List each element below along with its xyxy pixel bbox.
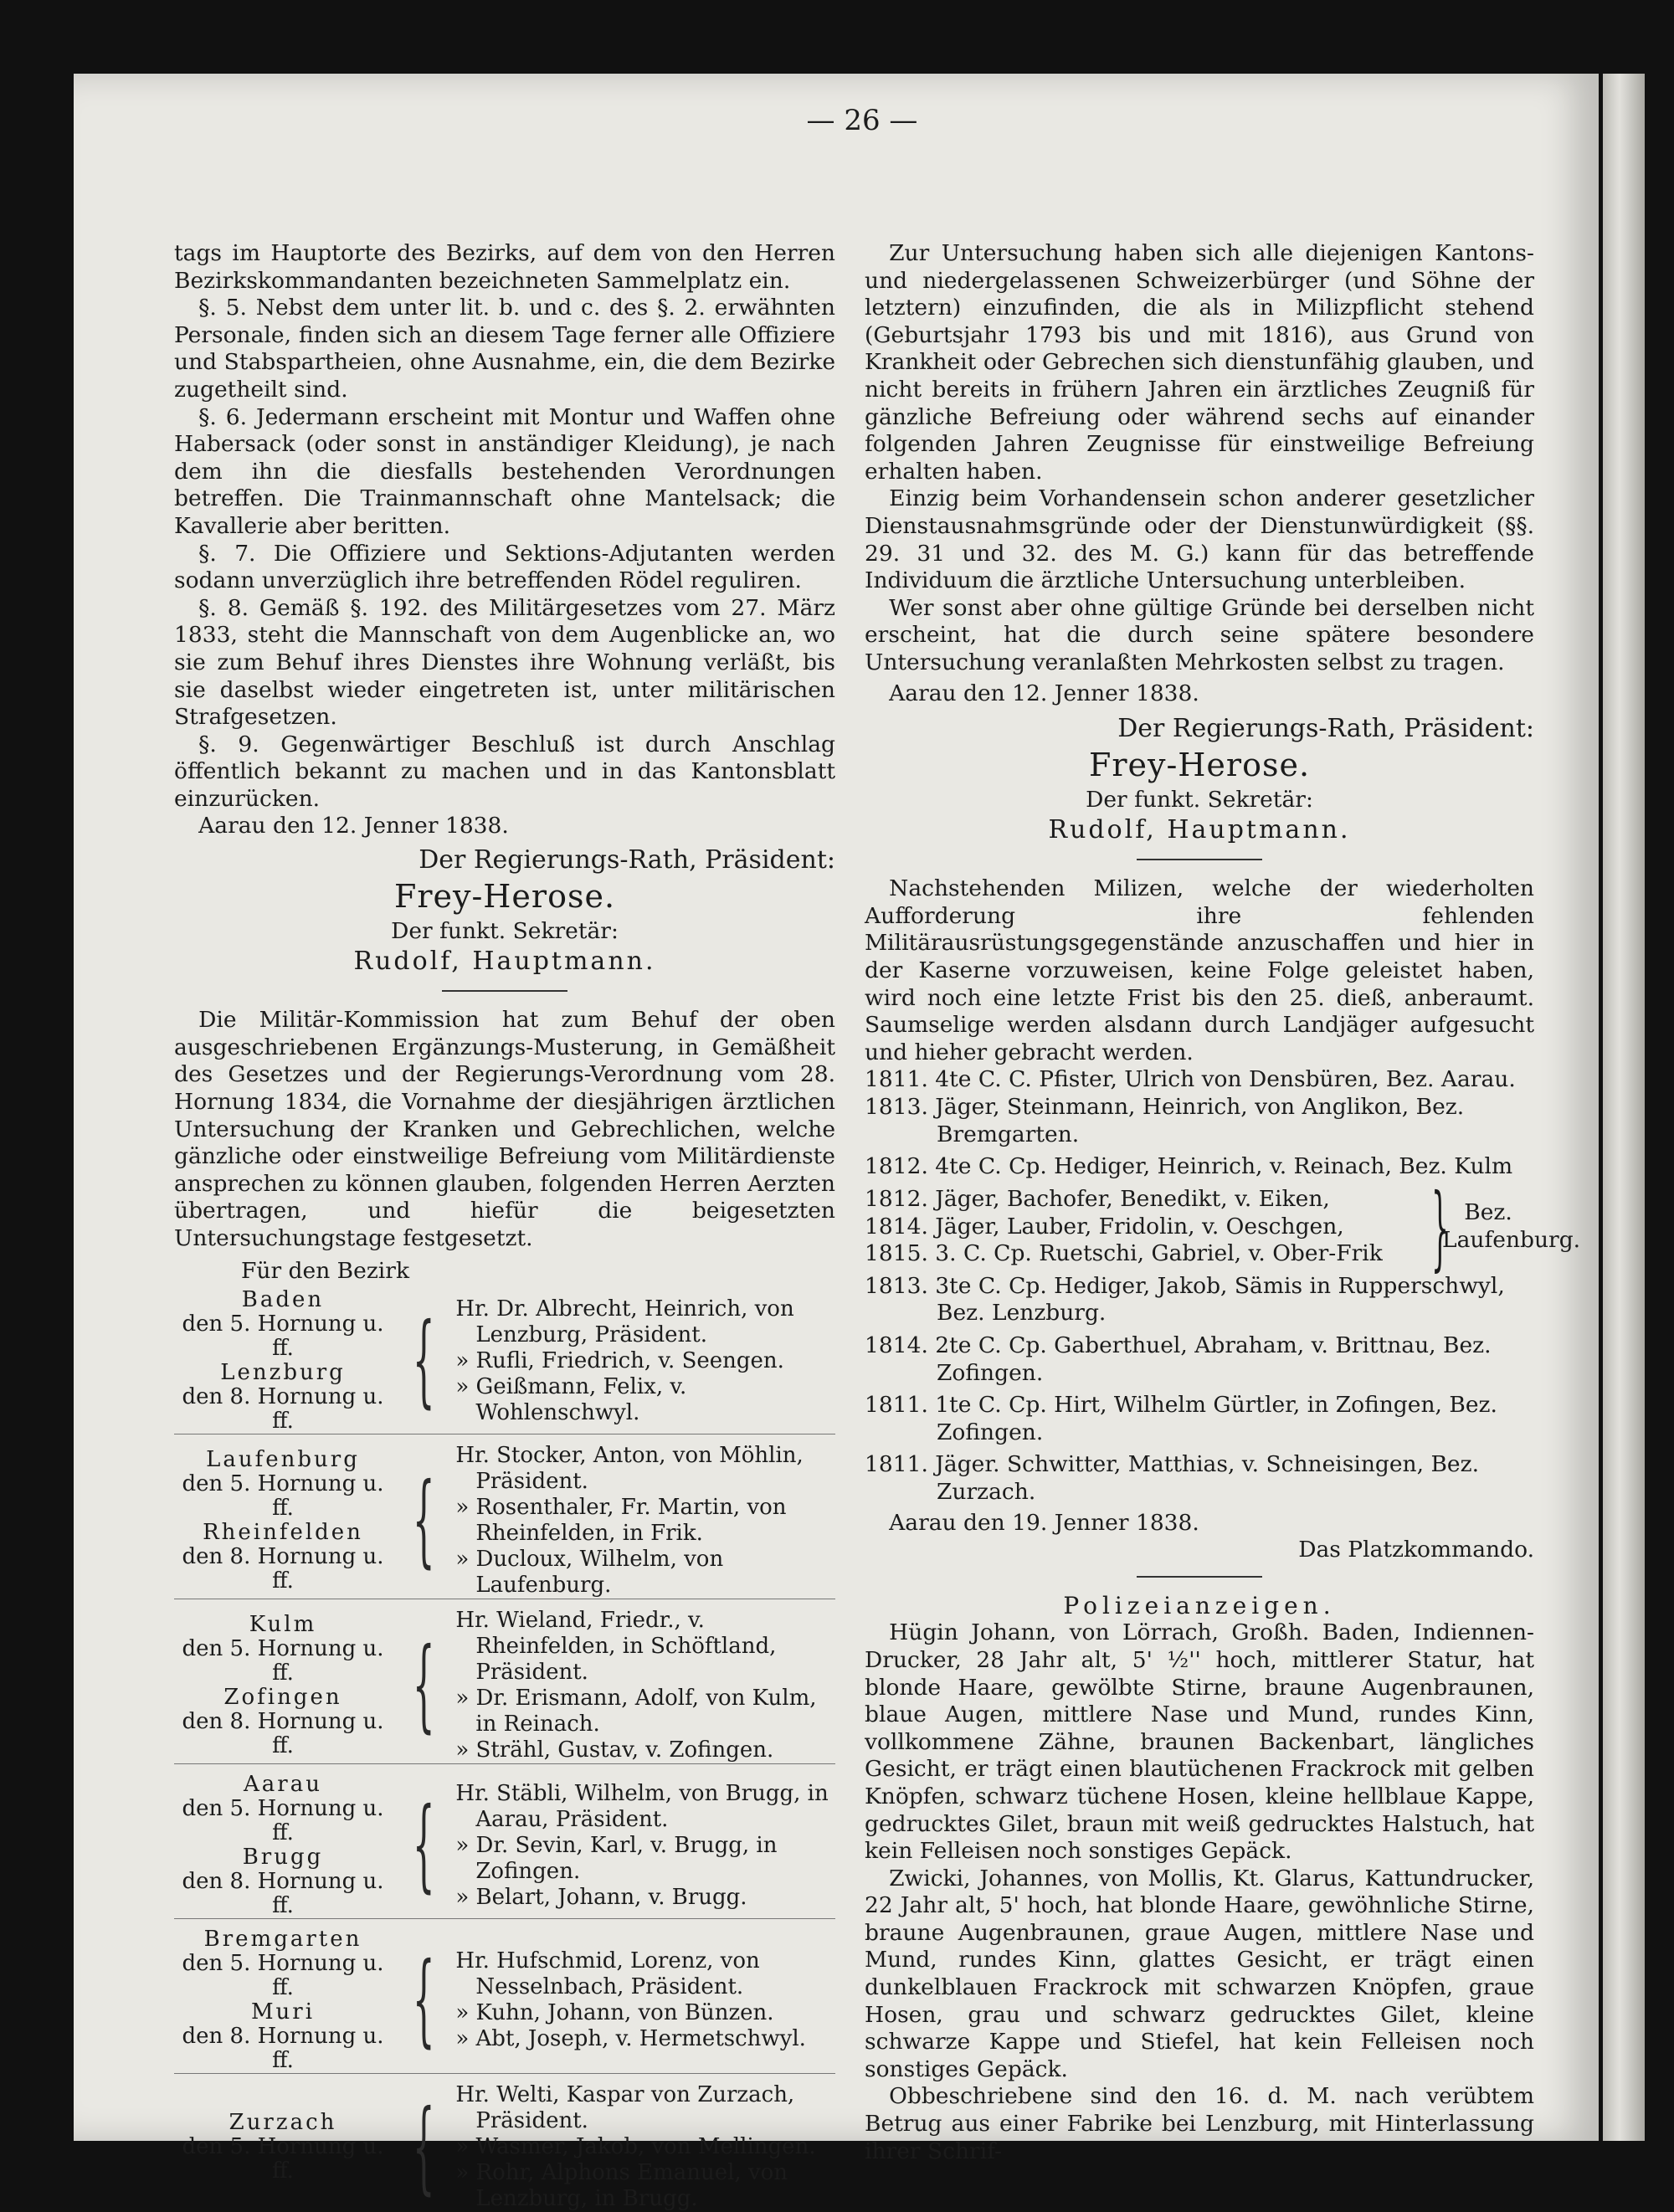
left-paragraph: §. 7. Die Offiziere und Sektions-Adjutanten werden sodann unverzüglich ihre betreffenden Rödel reguliren. (174, 540, 835, 594)
brace: { (412, 1942, 435, 2059)
militia-entry: 1815. 3. C. Cp. Ruetschi, Gabriel, v. Ober-Frik (865, 1240, 1383, 1267)
militia-entry: 1813. Jäger, Steinmann, Heinrich, von Anglikon, Bez. Bremgarten. (865, 1094, 1465, 1147)
district-date: den 8. Hornung u. ff. (182, 1869, 384, 1919)
district-row (174, 1288, 835, 1434)
left-date: Aarau den 12. Jenner 1838. (198, 813, 509, 839)
left-paragraph: tags im Hauptorte des Bezirks, auf dem von den Herren Bezirkskommandanten bezeichneten Sammelplatz ein. (174, 240, 835, 294)
left-secretary-title: Der funkt. Sekretär: (391, 917, 619, 944)
right-secretary-title: Der funkt. Sekretär: (1086, 786, 1313, 813)
right-column (865, 240, 1581, 2165)
divider-rule (1137, 1576, 1262, 1578)
table-header: Für den Bezirk (241, 1257, 410, 1284)
district-date: den 5. Hornung u. ff. (182, 1796, 384, 1846)
district-table (174, 1288, 835, 2212)
page-number: — 26 — (806, 104, 918, 137)
left-council-title: Der Regierungs-Rath, Präsident: (418, 845, 835, 875)
commission-text: Die Militär-Kommission hat zum Behuf der oben ausgeschriebenen Ergänzungs-Musterung, in Gemäßheit des Gesetzes und der Regierungs-Verordnung vom 28. Hornung 1834, die Vornahme der diesjährigen ärztlichen Untersuchung der Kranken und Gebrechlichen, welche gänzliche oder einstweilige Befreiung vom Militärdienste ansprechen zu können glauben, folgenden Herren Aerzten übertragen, und hiefür die beigesetzten Untersuchungstage festgesetzt. (174, 1007, 835, 1251)
district-row (174, 2074, 835, 2083)
district-date: den 8. Hornung u. ff. (182, 1384, 384, 1434)
right-paragraph: Einzig beim Vorhandensein schon anderer gesetzlicher Dienstausnahmsgründe oder der Dienstunwürdigkeit (§§. 29. 31 und 32. des M. G.) kann für das betreffende Individuum die ärztliche Untersuchung unterbleiben. (865, 485, 1534, 594)
police-notice: Zwicki, Johannes, von Mollis, Kt. Glarus, Kattundrucker, 22 Jahr alt, 5' hoch, hat blonde Haare, gewöhnliche Stirne, braune Augenbraunen, graue Augen, mittlere Nase und Mund, rundes Kinn, glattes Gesicht, er trägt einen dunkelblauen Frackrock mit schwarzen Knöpfen, graue Hosen, grau und schwarz gedrucktes Gilet, kleine schwarze Kappe und Stiefel, hat kein Felleisen noch sonstiges Gepäck. (865, 1865, 1534, 2082)
left-column (174, 240, 835, 2212)
militia-group-district: Bez. Laufenburg. (1442, 1199, 1581, 1253)
militia-text: Nachstehenden Milizen, welche der wiederholten Aufforderung ihre fehlenden Militärausrüstungsgegenstände anzuschaffen und hier in der Kaserne vorzuweisen, keine Folge geleistet haben, wird noch eine letzte Frist bis den 25. dieß, anberaumt. Saumselige werden alsdann durch Landjäger aufgesucht und hieher gebracht werden. (865, 875, 1534, 1065)
militia-group (865, 1173, 1581, 1280)
doctor-entry: » Geißmann, Felix, v. Wohlenschwyl. (455, 1373, 687, 1425)
militia-entry: 1814. 2te C. Cp. Gaberthuel, Abraham, v. Brittnau, Bez. Zofingen. (865, 1332, 1492, 1386)
militia-entry: 1812. Jäger, Bachofer, Benedikt, v. Eiken, (865, 1185, 1330, 1212)
doctor-entry: » Rufli, Friedrich, v. Seengen. (455, 1347, 784, 1373)
district-name: Laufenburg (206, 1447, 360, 1473)
doctor-entry: » Rohr, Alphons Emanuel, von Lenzburg, in Brugg. (455, 2160, 788, 2212)
district-name: Aarau (244, 1772, 322, 1798)
district-date: den 5. Hornung u. ff. (182, 1311, 384, 1362)
doctor-entry: » Dr. Erismann, Adolf, von Kulm, in Reinach. (455, 1686, 817, 1737)
left-paragraph: §. 9. Gegenwärtiger Beschluß ist durch Anschlag öffentlich bekannt zu machen und in das Kantonsblatt einzurücken. (174, 731, 835, 812)
doctor-entry: » Belart, Johann, v. Brugg. (455, 1884, 747, 1910)
right-secretary-name: Rudolf, Hauptmann. (1048, 815, 1351, 845)
district-name: Zofingen (223, 1685, 342, 1711)
district-name: Lenzburg (220, 1360, 346, 1386)
district-row (174, 1443, 835, 1599)
district-row (174, 1608, 835, 1764)
platzkommando: Das Platzkommando. (1298, 1537, 1534, 1563)
district-name: Rheinfelden (203, 1520, 363, 1546)
book-spine (1603, 74, 1645, 2141)
left-secretary-name: Rudolf, Hauptmann. (353, 947, 656, 977)
brace: { (412, 2088, 435, 2205)
doctor-entry: Hr. Stocker, Anton, von Möhlin, Präsident. (455, 1443, 804, 1495)
left-paragraph: §. 5. Nebst dem unter lit. b. und c. des §. 2. erwähnten Personale, finden sich an diesem Tage ferner alle Offiziere und Stabspartheien, ohne Ausnahme, ein, die dem Bezirke zugetheilt sind. (174, 295, 835, 403)
militia-entry: 1811. Jäger. Schwitter, Matthias, v. Schneisingen, Bez. Zurzach. (865, 1451, 1479, 1505)
doctor-entry: Hr. Dr. Albrecht, Heinrich, von Lenzburg, Präsident. (455, 1296, 794, 1347)
doctor-entry: Hr. Stäbli, Wilhelm, von Brugg, in Aarau, Präsident. (455, 1780, 829, 1832)
brace: { (412, 1787, 435, 1904)
militia-entry: 1811. 4te C. C. Pfister, Ulrich von Densbüren, Bez. Aarau. (865, 1066, 1516, 1093)
district-date: den 8. Hornung u. ff. (182, 1544, 384, 1594)
militia-entry: 1811. 1te C. Cp. Hirt, Wilhelm Gürtler, in Zofingen, Bez. Zofingen. (865, 1392, 1497, 1445)
district-row (174, 1773, 835, 1919)
district-date: den 5. Hornung u. ff. (182, 1951, 384, 2001)
doctor-entry: Hr. Wieland, Friedr., v. Rheinfelden, in Schöftland, Präsident. (455, 1608, 777, 1686)
right-council-title: Der Regierungs-Rath, Präsident: (1117, 714, 1534, 744)
left-president-name: Frey-Herose. (393, 877, 616, 915)
right-paragraph: Zur Untersuchung haben sich alle diejenigen Kantons- und niedergelassenen Schweizerbürger (und Söhne der letztern) einzufinden, die als in Milizpflicht stehend (Geburtsjahr 1793 bis und mit 1816), aus Grund von Krankheit oder Gebrechen sich dienstunfähig glauben, und nicht bereits in frühern Jahren ein ärztliches Zeugniß für gänzliche Befreiung oder während sechs auf einander folgenden Jahren Zeugnisse für einstweilige Befreiung erhalten haben. (865, 240, 1534, 485)
district-name: Kulm (249, 1612, 317, 1638)
right-paragraph: Wer sonst aber ohne gültige Gründe bei derselben nicht erscheint, hat die durch seine spätere besondere Untersuchung veranlaßten Mehrkosten selbst zu tragen. (865, 594, 1534, 675)
district-date: den 8. Hornung u. ff. (182, 2024, 384, 2074)
left-paragraph: §. 8. Gemäß §. 192. des Militärgesetzes vom 27. März 1833, steht die Mannschaft von dem Augenblicke an, wo sie zum Behuf ihres Dienstes ihre Wohnung verläßt, bis sie daselbst wieder eingetreten ist, unter militärischen Strafgesetzen. (174, 594, 835, 731)
district-name: Muri (250, 1999, 316, 2025)
doctor-entry: » Dr. Sevin, Karl, v. Brugg, in Zofingen. (455, 1832, 778, 1884)
brace: { (412, 1462, 435, 1579)
brace: { (412, 1302, 435, 1419)
doctor-entry: » Wasmer, Jakob, von Mellingen. (455, 2134, 816, 2160)
district-name: Brugg (242, 1845, 324, 1871)
police-notice: Obbeschriebene sind den 16. d. M. nach verübtem Betrug aus einer Fabrike bei Lenzburg, mit Hinterlassung ihrer Schrif- (865, 2083, 1534, 2164)
doctor-entry: » Kuhn, Johann, von Bünzen. (455, 2000, 774, 2026)
police-notice: Hügin Johann, von Lörrach, Großh. Baden, Indiennen-Drucker, 28 Jahr alt, 5' ½'' hoch, mittlerer Statur, hat blonde Haare, gewölbte Stirne, braune Augenbraunen, blaue Augen, mittlere Nase und Mund, rundes Kinn, vollkommene Zähne, braunen Backenbart, längliches Gesicht, er trägt einen blautüchenen Frackrock mit gelben Knöpfen, schwarz tüchene Hosen, kleine hellblaue Kappe, gedrucktes Gilet, braun mit weiß gedrucktes Halstuch, hat kein Felleisen noch sonstiges Gepäck. (865, 1619, 1534, 1865)
doctor-entry: » Rosenthaler, Fr. Martin, von Rheinfelden, in Frik. (455, 1495, 787, 1547)
left-paragraph: §. 6. Jedermann erscheint mit Montur und Waffen ohne Habersack (oder sonst in anständiger Kleidung), je nach dem ihn die diesfalls bestehenden Verordnungen betreffen. Die Trainmannschaft ohne Mantelsack; die Kavallerie aber beritten. (174, 403, 835, 539)
divider-rule (1137, 859, 1262, 860)
district-date: den 5. Hornung u. ff. (182, 1471, 384, 1522)
militia-entry: 1814. Jäger, Lauber, Fridolin, v. Oeschgen, (865, 1213, 1344, 1239)
district-row (174, 2082, 835, 2212)
doctor-entry: Hr. Hufschmid, Lorenz, von Nesselnbach, Präsident. (455, 1948, 760, 2000)
brace: } (1431, 1173, 1449, 1280)
district-row (174, 1434, 835, 1444)
district-date: den 5. Hornung u. ff. (182, 1636, 384, 1686)
right-president-name: Frey-Herose. (1088, 746, 1311, 783)
doctor-entry: Hr. Welti, Kaspar von Zurzach, Präsident. (455, 2082, 795, 2134)
police-header: Polizeianzeigen. (1063, 1591, 1336, 1619)
district-date: den 5. Hornung u. ff. (182, 2134, 384, 2184)
militia-entry: 1813. 3te C. Cp. Hediger, Jakob, Sämis in Rupperschwyl, Bez. Lenzburg. (865, 1272, 1505, 1327)
doctor-entry: » Abt, Joseph, v. Hermetschwyl. (455, 2026, 806, 2052)
doctor-entry: » Ducloux, Wilhelm, von Laufenburg. (455, 1547, 724, 1599)
district-row (174, 1927, 835, 2074)
district-name: Zurzach (229, 2110, 337, 2136)
divider-rule (442, 990, 567, 992)
doctor-entry: » Strähl, Gustav, v. Zofingen. (455, 1737, 774, 1763)
right-date-2: Aarau den 19. Jenner 1838. (889, 1509, 1199, 1536)
district-name: Baden (241, 1287, 325, 1313)
right-date: Aarau den 12. Jenner 1838. (889, 680, 1199, 706)
district-row (174, 1599, 835, 1609)
militia-entry: 1812. 4te C. Cp. Hediger, Heinrich, v. Reinach, Bez. Kulm (865, 1153, 1513, 1180)
brace: { (412, 1627, 435, 1744)
district-date: den 8. Hornung u. ff. (182, 1709, 384, 1759)
district-name: Bremgarten (203, 1927, 362, 1953)
